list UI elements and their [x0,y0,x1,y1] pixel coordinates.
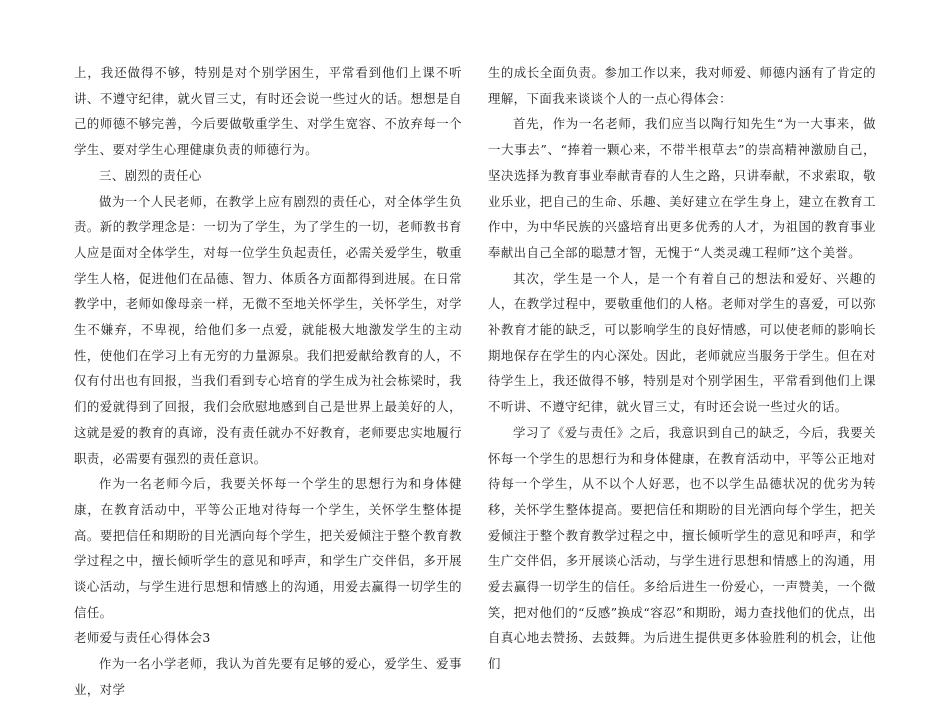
right-column [488,60,876,677]
paragraph: 学习了《爱与责任》之后，我意识到自己的缺乏，今后，我要关怀每一个学生的思想行为和身体健康，在教育活动中，平等公正地对待每一个学生，从不以个人好恶，也不以学生品德状况的优劣为转移，关怀学生整体提高。要把信任和期盼的目光洒向每个学生，把关爱倾注于整个教育教学过程之中，擅长倾听学生的意见和呼声，和学生广交伴侣，多开展谈心活动，与学生进行思想和情感上的沟通，用爱去赢得一切学生的信任。多给后进生一份爱心，一声赞美，一个微笑，把对他们的“反感”换成“容忍”和期盼，竭力查找他们的优点，出自真心地去赞扬、去鼓舞。为后进生提供更多体验胜利的机会，让他们 [488,424,876,672]
paragraph: 其次，学生是一个人，是一个有着自己的想法和爱好、兴趣的人，在教学过程中，要敬重他们的人格。老师对学生的喜爱，可以弥补教育才能的缺乏，可以影响学生的良好情感，可以使老师的影响长期地保存在学生的内心深处。因此，老师就应当服务于学生。但在对待学生上，我还做得不够，特别是对个别学困生，平常看到他们上课不听讲、不遵守纪律，就火冒三丈，有时还会说一些过火的话。 [488,270,876,415]
document-title: 老师爱与责任心得体会3 [74,630,211,646]
paragraph: 首先，作为一名老师，我们应当以陶行知先生“为一大事来，做一大事去”、“捧着一颗心来，不带半根草去”的崇高精神激励自己，坚决选择为教育事业奉献青春的人生之路，只讲奉献，不求索取，敬业乐业，把自己的生命、乐趣、美好建立在学生身上，建立在教育工作中，为中华民族的兴盛培育出更多优秀的人才，为祖国的教育事业奉献出自己全部的聪慧才智，无愧于“人类灵魂工程师”这个美誉。 [488,116,876,260]
paragraph: 做为一个人民老师，在教学上应有剧烈的责任心，对全体学生负责。新的教学理念是：一切为了学生，为了学生的一切，老师教书育人应是面对全体学生，对每一位学生负起责任，必需关爱学生，敬重学生人格，促进他们在品德、智力、体质各方面都得到进展。在日常教学中，老师如像母亲一样，无微不至地关怀学生，关怀学生，对学生不嫌弃，不卑视，给他们多一点爱，就能极大地激发学生的主动性，使他们在学习上有无穷的力量源泉。我们把爱献给教育的人，不仅有付出也有回报，当我们看到专心培育的学生成为社会栋梁时，我们的爱就得到了回报，我们会欣慰地感到自己是世界上最美好的人，这就是爱的教育的真谛，没有责任就办不好教育，老师要忠实地履行职责，必需要有强烈的责任意识。 [74,193,462,466]
paragraph: 作为一名小学老师，我认为首先要有足够的爱心，爱学生、爱事业，对学 [74,656,462,697]
left-column [74,60,462,703]
paragraph: 生的成长全面负责。参加工作以来，我对师爱、师德内涵有了肯定的理解，下面我来谈谈个人的一点心得体会： [488,65,876,106]
section-heading: 三、剧烈的责任心 [99,167,202,183]
paragraph: 作为一名老师今后，我要关怀每一个学生的思想行为和身体健康，在教育活动中，平等公正地对待每一个学生，关怀学生整体提高。要把信任和期盼的目光洒向每个学生，把关爱倾注于整个教育教学过程之中，擅长倾听学生的意见和呼声，和学生广交伴侣，多开展谈心活动，与学生进行思想和情感上的沟通，用爱去赢得一切学生的信任。 [74,476,462,620]
paragraph: 上，我还做得不够，特别是对个别学困生，平常看到他们上课不听讲、不遵守纪律，就火冒三丈，有时还会说一些过火的话。想想是自己的师德不够完善，今后要做敬重学生、对学生宽容、不放弃每一个学生、要对学生心理健康负责的师德行为。 [74,65,462,158]
